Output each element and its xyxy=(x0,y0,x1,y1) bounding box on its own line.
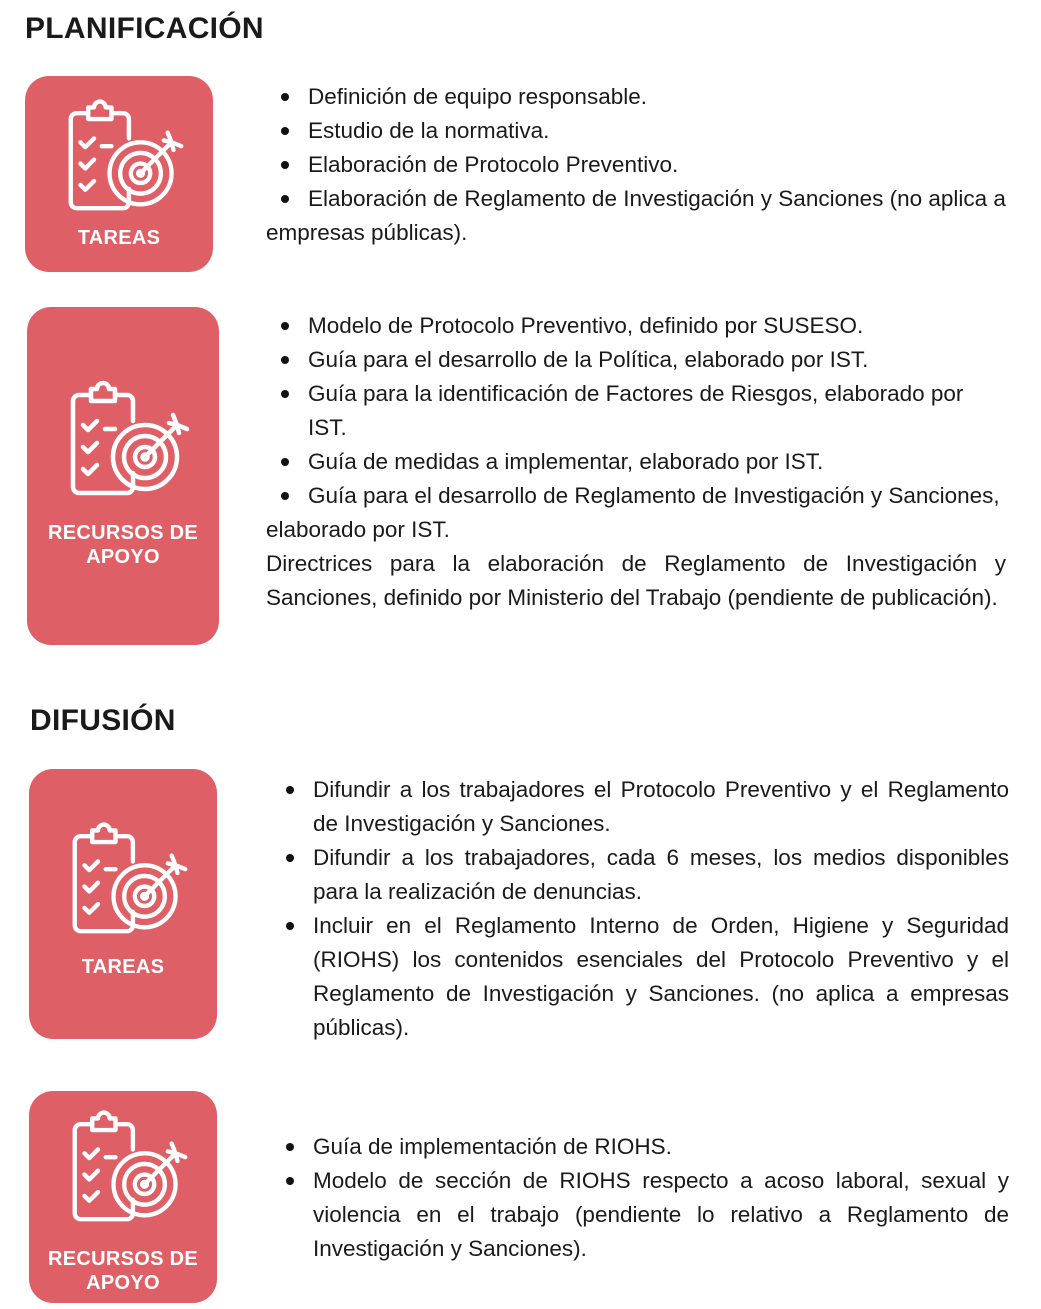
list-item: Definición de equipo responsable. xyxy=(266,80,1006,114)
list-item: Guía para el desarrollo de Reglamento de Investigación y Sanciones, elaborado por IST. xyxy=(266,479,1006,547)
list-item: Modelo de Protocolo Preventivo, definido por SUSESO. xyxy=(266,309,1006,343)
clipboard-target-icon xyxy=(67,811,193,937)
tareas-card xyxy=(25,76,213,272)
recursos-label: RECURSOS DE APOYO xyxy=(48,1248,198,1294)
difusion-tareas-list xyxy=(271,773,1009,1045)
list-item: Elaboración de Reglamento de Investigación y Sanciones (no aplica a empresas públicas). xyxy=(266,182,1006,250)
list-item: Guía de medidas a implementar, elaborado por IST. xyxy=(266,445,1006,479)
recursos-card xyxy=(29,1091,217,1303)
list-item: Estudio de la normativa. xyxy=(266,114,1006,148)
list-item: Difundir a los trabajadores el Protocolo Preventivo y el Reglamento de Investigación y Sanciones. xyxy=(271,773,1009,841)
list-item: Guía para el desarrollo de la Política, elaborado por IST. xyxy=(266,343,1006,377)
section-title-difusion: DIFUSIÓN xyxy=(30,704,176,737)
recursos-paragraph: Directrices para la elaboración de Reglamento de Investigación y Sanciones, definido por Ministerio del Trabajo (pendiente de publicación). xyxy=(266,551,1006,610)
list-item: Incluir en el Reglamento Interno de Orden, Higiene y Seguridad (RIOHS) los contenidos esenciales del Protocolo Preventivo y el Reglamento de Investigación y Sanciones. (no aplica a empresas públicas). xyxy=(271,909,1009,1045)
recursos-card xyxy=(27,307,219,645)
clipboard-target-icon xyxy=(67,1099,193,1225)
clipboard-target-icon xyxy=(63,88,189,214)
clipboard-target-icon xyxy=(65,369,195,499)
difusion-recursos-list xyxy=(271,1130,1009,1266)
planificacion-recursos-list xyxy=(266,309,1006,615)
recursos-label: RECURSOS DE APOYO xyxy=(48,522,198,568)
list-item: Elaboración de Protocolo Preventivo. xyxy=(266,148,1006,182)
section-title-planificacion: PLANIFICACIÓN xyxy=(25,12,264,45)
list-item: Difundir a los trabajadores, cada 6 meses, los medios disponibles para la realización de denuncias. xyxy=(271,841,1009,909)
list-item: Guía para la identificación de Factores de Riesgos, elaborado por IST. xyxy=(266,377,1006,445)
tareas-label: TAREAS xyxy=(81,956,165,978)
planificacion-tareas-list xyxy=(266,80,1006,250)
list-item: Guía de implementación de RIOHS. xyxy=(271,1130,1009,1164)
tareas-label: TAREAS xyxy=(77,227,161,249)
tareas-card xyxy=(29,769,217,1039)
list-item: Modelo de sección de RIOHS respecto a acoso laboral, sexual y violencia en el trabajo (pendiente lo relativo a Reglamento de Investigación y Sanciones). xyxy=(271,1164,1009,1266)
